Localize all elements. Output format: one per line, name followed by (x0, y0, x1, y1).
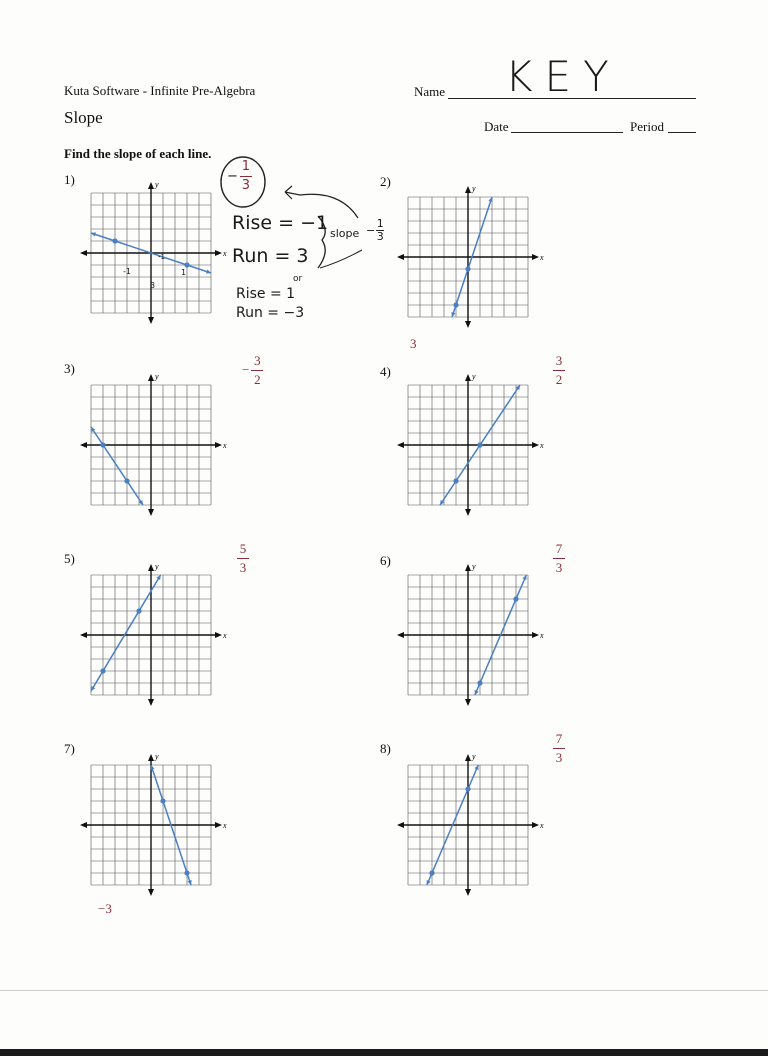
slope-note-fraction (376, 218, 384, 242)
answer-denominator: 3 (555, 559, 563, 575)
slope-note-label: slope (330, 227, 360, 240)
y-axis-label: y (472, 562, 476, 571)
x-axis-label: x (540, 821, 544, 830)
publisher-label: Kuta Software - Infinite Pre-Algebra (64, 83, 256, 98)
answer-sign: − (242, 362, 250, 378)
x-axis-label: x (540, 441, 544, 450)
slope-note-numerator: 1 (376, 217, 384, 230)
name-label: Name (414, 84, 446, 99)
scan-border (0, 1049, 768, 1056)
y-axis-label: y (155, 752, 159, 761)
x-axis-label: x (223, 441, 227, 450)
y-axis-label: y (155, 562, 159, 571)
problem-number: 1) (64, 172, 75, 187)
circled-fraction (240, 160, 252, 192)
y-axis-label: y (472, 184, 476, 193)
problem-number: 2) (380, 174, 391, 189)
answer-numerator: 5 (239, 541, 247, 556)
x-axis-label: x (540, 253, 544, 262)
circled-answer-numerator: 1 (241, 159, 251, 174)
circled-answer (227, 160, 252, 192)
problem-number: 3) (64, 361, 75, 376)
graph-mark: -1 (158, 253, 165, 261)
fraction-bar (240, 176, 252, 177)
problem-number: 4) (380, 364, 391, 379)
answer-numerator: 3 (254, 353, 261, 368)
answer-numerator: 3 (555, 353, 563, 368)
period-label: Period (630, 119, 664, 134)
circled-answer-sign: − (227, 168, 238, 184)
problem-number: 5) (64, 551, 75, 566)
or-note: or (293, 274, 303, 284)
answer-denominator: 3 (555, 749, 563, 765)
x-axis-label: x (223, 249, 227, 258)
problem-number: 8) (380, 741, 391, 756)
answer: −3 (98, 901, 112, 916)
slope-note-value (366, 218, 384, 242)
problem-number: 6) (380, 553, 391, 568)
y-axis-label: y (155, 372, 159, 381)
date-label: Date (484, 119, 509, 134)
graph-mark: -1 (123, 267, 131, 276)
slope-note-sign: − (366, 223, 376, 237)
y-axis-label: y (472, 752, 476, 761)
circled-answer-denominator: 3 (241, 177, 251, 193)
slope-note-denominator: 3 (376, 229, 384, 243)
answer-denominator: 2 (555, 371, 563, 387)
rise-note-2: Rise = 1 (236, 286, 296, 302)
x-axis-label: x (540, 631, 544, 640)
page-edge (0, 990, 768, 991)
answer: 3 (410, 336, 417, 351)
answer-denominator: 2 (254, 371, 261, 387)
y-axis-label: y (472, 372, 476, 381)
answer-denominator: 3 (239, 559, 247, 575)
y-axis-label: y (155, 180, 159, 189)
rise-note-1: Rise = −1 (232, 212, 329, 234)
graph-mark: 3 (150, 281, 156, 290)
answer-numerator: 7 (555, 731, 563, 746)
page-title: Slope (64, 108, 103, 127)
x-axis-label: x (223, 631, 227, 640)
name-value: KEY (505, 52, 621, 101)
connector (320, 250, 362, 268)
x-axis-label: x (223, 821, 227, 830)
problem-number: 7) (64, 741, 75, 756)
instructions: Find the slope of each line. (64, 146, 212, 161)
answer-numerator: 7 (555, 541, 563, 556)
graph-mark: 1 (181, 268, 187, 277)
run-note-1: Run = 3 (232, 245, 309, 267)
run-note-2: Run = −3 (236, 305, 305, 321)
